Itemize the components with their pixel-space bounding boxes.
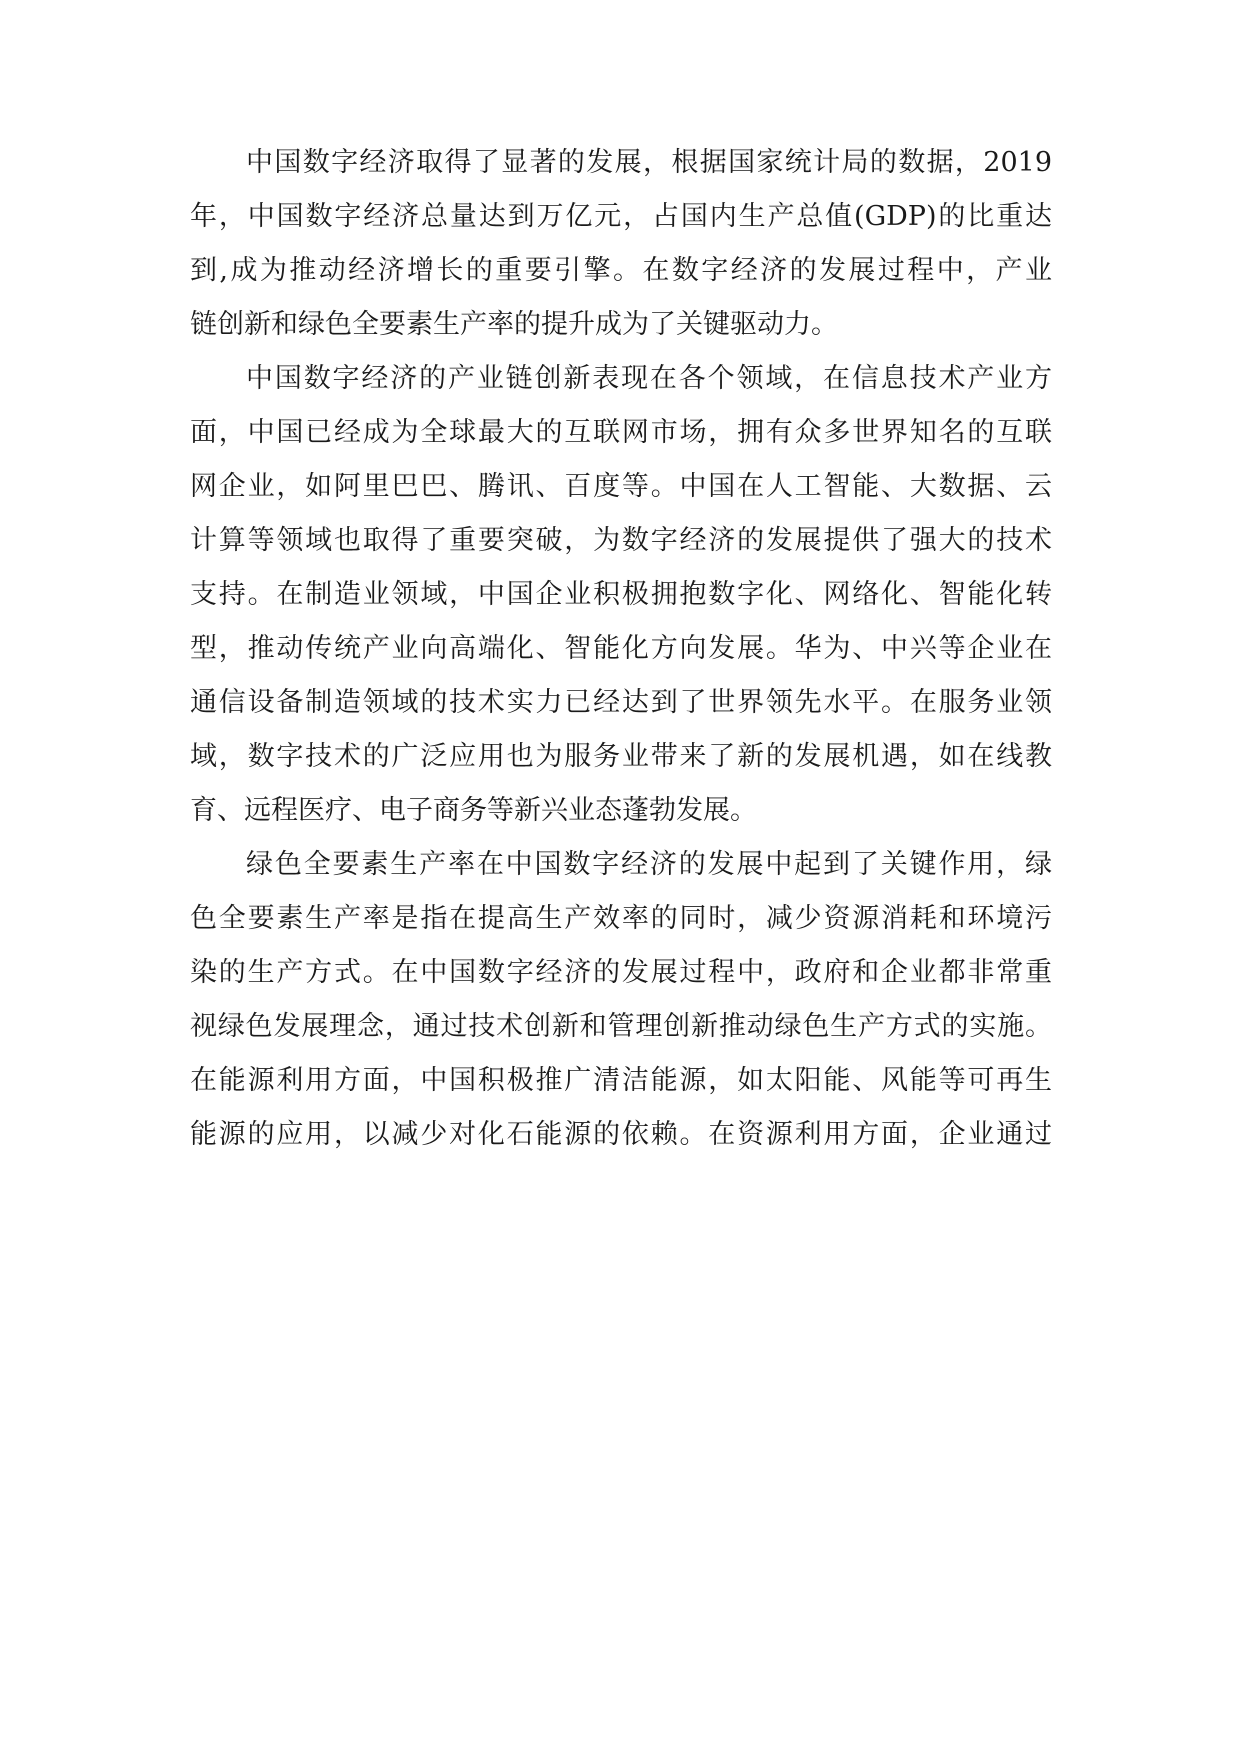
- text-line: 视绿色发展理念，通过技术创新和管理创新推动绿色生产方式的实施。: [190, 1011, 1052, 1042]
- text-line: 绿色全要素生产率在中国数字经济的发展中起到了关键作用，绿: [246, 849, 1052, 880]
- text-line: 中国数字经济的产业链创新表现在各个领域，在信息技术产业方: [246, 363, 1052, 394]
- text-line: 面，中国已经成为全球最大的互联网市场，拥有众多世界知名的互联: [190, 417, 1052, 448]
- text-line: 年，中国数字经济总量达到万亿元，占国内生产总值(GDP)的比重达: [190, 201, 1052, 232]
- text-line: 到,成为推动经济增长的重要引擎。在数字经济的发展过程中，产业: [190, 255, 1052, 286]
- text-line: 色全要素生产率是指在提高生产效率的同时，减少资源消耗和环境污: [190, 903, 1052, 934]
- text-line: 能源的应用，以减少对化石能源的依赖。在资源利用方面，企业通过: [190, 1119, 1052, 1150]
- paragraph-2: [190, 352, 1052, 838]
- text-line: 育、远程医疗、电子商务等新兴业态蓬勃发展。: [190, 795, 757, 826]
- text-line: 型，推动传统产业向高端化、智能化方向发展。华为、中兴等企业在: [190, 633, 1052, 664]
- text-line: 中国数字经济取得了显著的发展，根据国家统计局的数据，2019: [246, 147, 1052, 178]
- text-line: 在能源利用方面，中国积极推广清洁能源，如太阳能、风能等可再生: [190, 1065, 1052, 1096]
- text-line: 染的生产方式。在中国数字经济的发展过程中，政府和企业都非常重: [190, 957, 1052, 988]
- text-line: 支持。在制造业领域，中国企业积极拥抱数字化、网络化、智能化转: [190, 579, 1052, 610]
- text-line: 链创新和绿色全要素生产率的提升成为了关键驱动力。: [190, 309, 838, 340]
- text-line: 计算等领域也取得了重要突破，为数字经济的发展提供了强大的技术: [190, 525, 1052, 556]
- paragraph-3: [190, 838, 1052, 1162]
- document-page: [190, 136, 1052, 1162]
- text-line: 网企业，如阿里巴巴、腾讯、百度等。中国在人工智能、大数据、云: [190, 471, 1052, 502]
- paragraph-1: [190, 136, 1052, 352]
- text-line: 通信设备制造领域的技术实力已经达到了世界领先水平。在服务业领: [190, 687, 1052, 718]
- text-line: 域，数字技术的广泛应用也为服务业带来了新的发展机遇，如在线教: [190, 741, 1052, 772]
